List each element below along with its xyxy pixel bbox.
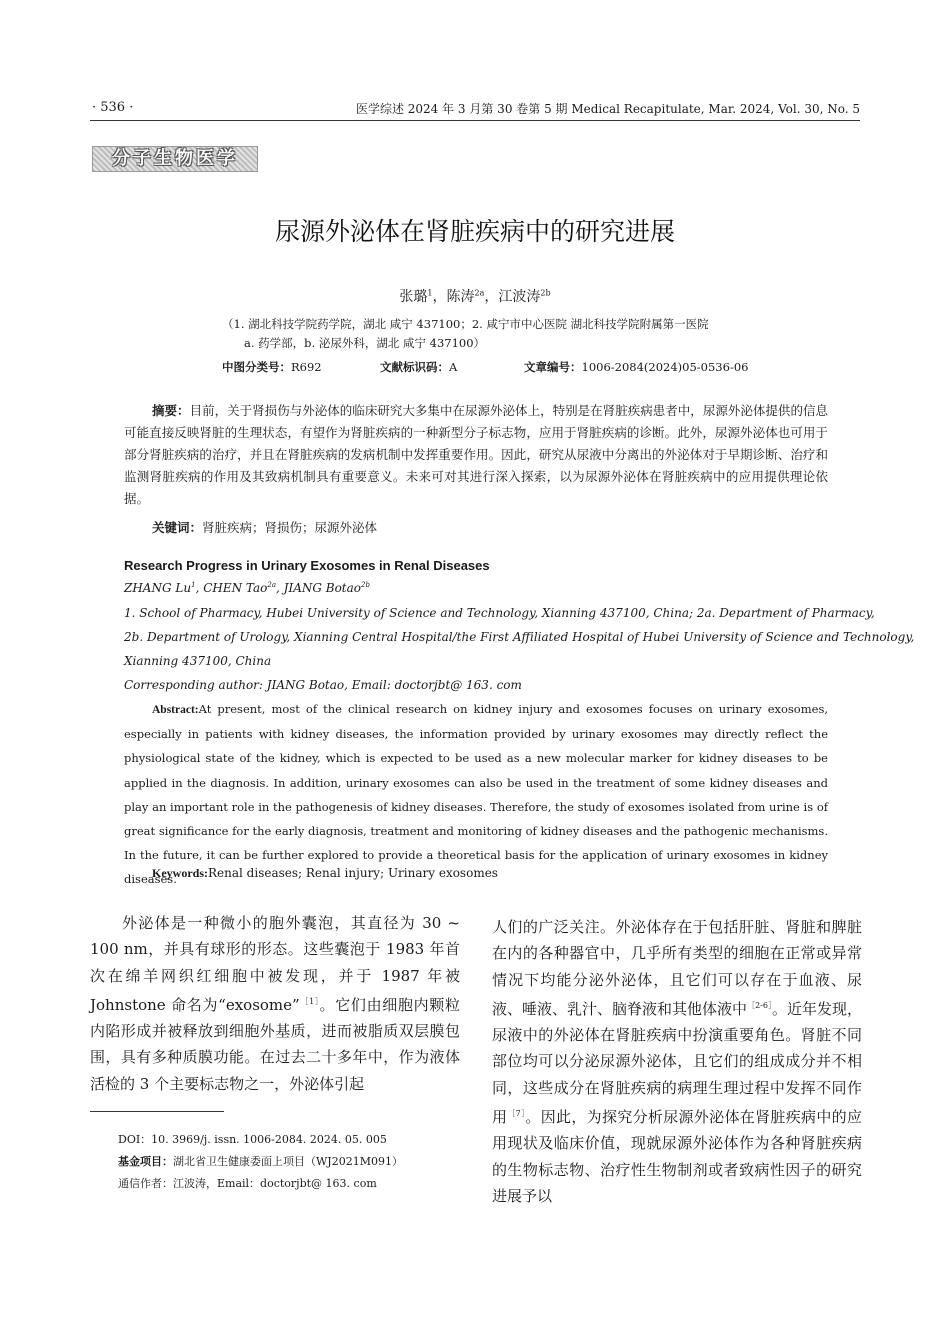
footnote-text: 江波涛，Email：doctorjbt@ 163. com	[173, 1177, 377, 1190]
author-affil-mark: 1	[427, 288, 433, 298]
author-affil-mark: 2b	[540, 288, 551, 298]
author-separator: ，	[432, 289, 447, 305]
author-name: 江波涛	[498, 289, 541, 305]
body-text: 人们的广泛关注。外泌体存在于包括肝脏、肾脏和脾脏在内的各种器官中，几乎所有类型的细胞在正常或异常情况下均能分泌外泌体，且它们可以存在于血液、尿液、唾液、乳汁、脑脊液和其他体液中	[492, 918, 862, 1018]
author-affil-mark: 2a	[267, 581, 276, 589]
body-text: 外泌体是一种微小的胞外囊泡，其直径为 30 ~ 100 nm，并具有球形的形态。这些囊泡于 1983 年首次在绵羊网织红细胞中被发现，并于 1987 年被 Johnstone 命名为“exosome”	[90, 914, 460, 1014]
abstract-en-text: At present, most of the clinical research on kidney injury and exosomes focuses on urinary exosomes, especially in patients with kidney diseases, the information provided by urinary exosomes may directly reflect the physiological state of the kidney, which is expected to be used as a new molecular marker for kidney diseases to be applied in the diagnosis. In addition, urinary exosomes can also be used in the treatment of some kidney diseases and play an important role in the pathogenesis of kidney diseases. Therefore, the study of exosomes isolated from urine is of great significance for the early diagnosis, treatment and monitoring of kidney diseases and the pathogenic mechanisms. In the future, it can be further explored to provide a theoretical basis for the application of urinary exosomes in kidney diseases.	[124, 702, 828, 887]
footnote-rule	[90, 1111, 224, 1112]
affiliation-line: （1. 湖北科技学院药学院，湖北 咸宁 437100；2. 咸宁市中心医院 湖北科技学院附属第一医院	[222, 317, 709, 331]
footnote-label: 通信作者：	[118, 1177, 173, 1190]
keywords-cn-text: 肾脏疾病；肾损伤；尿源外泌体	[202, 520, 378, 535]
footnote-fund	[118, 1153, 403, 1169]
page-number: · 536 ·	[92, 100, 134, 115]
citation-ref: ［2-6］	[747, 1000, 772, 1010]
body-left-column	[90, 910, 460, 1097]
english-corresponding-author: Corresponding author: JIANG Botao, Email: doctorjbt@ 163. com	[124, 678, 522, 692]
article-number	[524, 359, 748, 375]
abstract-cn	[124, 400, 828, 510]
keywords-en-label: Keywords:	[152, 866, 208, 880]
meta-label: 文献标识码：	[380, 360, 449, 374]
clc-number	[222, 359, 322, 375]
author-name: 陈涛	[446, 289, 475, 305]
citation-ref: ［1］	[299, 996, 320, 1006]
abstract-en	[124, 697, 828, 892]
author-affil-mark: 2a	[474, 288, 485, 298]
author-name: 张璐	[399, 289, 428, 305]
body-text: 。近年发现，尿液中的外泌体在肾脏疾病中扮演重要角色。肾脏不同部位均可以分泌尿源外泌体，且它们的组成成分并不相同，这些成分在肾脏疾病的病理生理过程中发挥不同作用	[492, 999, 862, 1127]
meta-label: 文章编号：	[524, 360, 582, 374]
author-separator: ，	[484, 289, 499, 305]
section-tag: 分子生物医学	[92, 146, 258, 172]
english-title: Research Progress in Urinary Exosomes in Renal Diseases	[124, 558, 490, 573]
keywords-cn-label: 关键词：	[152, 520, 203, 535]
author-affil-mark: 1	[191, 581, 196, 589]
keywords-cn	[152, 518, 377, 536]
keywords-en-text: Renal diseases; Renal injury; Urinary exosomes	[208, 866, 498, 880]
author-affil-mark: 2b	[361, 581, 370, 589]
footnote-label: 基金项目：	[118, 1155, 173, 1168]
english-authors: ZHANG Lu$^1$, CHEN Tao$^{2a}$, JIANG Botao$^{2b}$	[124, 581, 370, 595]
english-affiliation: Xianning 437100, China	[124, 654, 272, 668]
article-title: 尿源外泌体在肾脏疾病中的研究进展	[274, 217, 675, 246]
citation-ref: ［7］	[507, 1109, 526, 1119]
english-affiliation: 2b. Department of Urology, Xianning Central Hospital/the First Affiliated Hospital of Hubei University of Science and Technology,	[124, 630, 915, 644]
body-text: 。因此，为探究分析尿源外泌体在肾脏疾病中的应用现状及临床价值，现就尿源外泌体作为各种肾脏疾病的生物标志物、治疗性生物制剂或者致病性因子的研究进展予以	[492, 1108, 862, 1205]
author-name: JIANG Botao	[283, 581, 362, 595]
footnote-doi: DOI：10. 3969/j. issn. 1006-2084. 2024. 05. 005	[118, 1133, 387, 1146]
footnote-text: 湖北省卫生健康委面上项目（WJ2021M091）	[173, 1155, 403, 1168]
journal-header: 医学综述 2024 年 3 月第 30 卷第 5 期 Medical Recapitulate, Mar. 2024, Vol. 30, No. 5	[355, 102, 860, 116]
english-affiliation: 1. School of Pharmacy, Hubei University of Science and Technology, Xianning 437100, China; 2a. Department of Pharmacy,	[124, 606, 875, 620]
abstract-cn-label: 摘要：	[152, 403, 190, 418]
meta-label: 中图分类号：	[222, 360, 291, 374]
author-list	[0, 286, 950, 306]
meta-value: A	[449, 360, 458, 374]
meta-value: 1006-2084(2024)05-0536-06	[581, 360, 749, 374]
body-right-column	[492, 914, 862, 1209]
author-name: CHEN Tao	[203, 581, 268, 595]
keywords-en	[152, 866, 498, 881]
meta-value: R692	[291, 360, 322, 374]
footnote-corresponding	[118, 1175, 377, 1191]
header-rule	[90, 120, 860, 121]
document-code	[380, 359, 457, 375]
abstract-en-label: Abstract:	[152, 704, 199, 716]
abstract-cn-text: 目前，关于肾损伤与外泌体的临床研究大多集中在尿源外泌体上，特别是在肾脏疾病患者中，尿源外泌体提供的信息可能直接反映肾脏的生理状态，有望作为肾脏疾病的一种新型分子标志物，应用于肾脏疾病的诊断。此外，尿源外泌体也可用于部分肾脏疾病的治疗，并且在肾脏疾病的发病机制中发挥重要作用。因此，研究从尿液中分离出的外泌体对于早期诊断、治疗和监测肾脏疾病的作用及其致病机制具有重要意义。未来可对其进行深入探索，以为尿源外泌体在肾脏疾病中的应用提供理论依据。	[124, 403, 828, 506]
body-text: 。它们由细胞内颗粒内陷形成并被释放到细胞外基质，进而被脂质双层膜包围，具有多种质膜功能。在过去二十多年中，作为液体活检的 3 个主要标志物之一，外泌体引起	[90, 995, 460, 1093]
affiliation-line: a. 药学部，b. 泌尿外科，湖北 咸宁 437100）	[244, 336, 486, 350]
author-name: ZHANG Lu	[124, 581, 192, 595]
